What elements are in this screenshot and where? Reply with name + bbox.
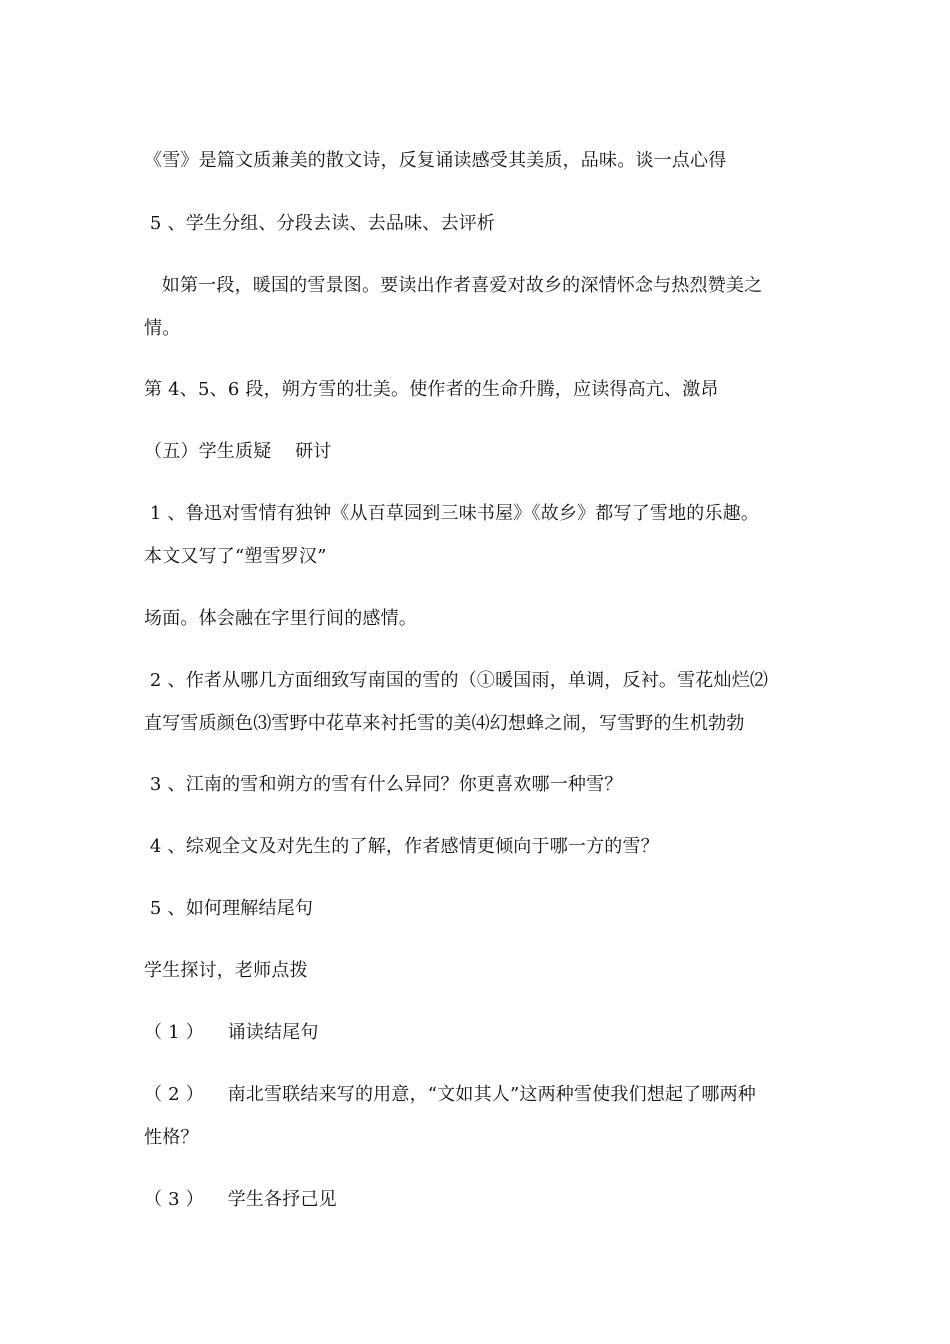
paragraph-line: 5 、学生分组、分段去读、去品味、去评析 — [144, 213, 496, 234]
paragraph-line: 学生探讨，老师点拨 — [144, 960, 308, 981]
paragraph-line: 《雪》是篇文质兼美的散文诗，反复诵读感受其美质，品味。谈一点心得 — [144, 150, 727, 171]
paragraph-line: 2 、作者从哪几方面细致写南国的雪的（①暖国雨，单调，反衬。雪花灿烂⑵ — [144, 670, 769, 691]
paragraph-line: 3 、江南的雪和朔方的雪有什么异同？你更喜欢哪一种雪？ — [144, 774, 623, 795]
paragraph-line: 4 、综观全文及对先生的了解，作者感情更倾向于哪一方的雪？ — [144, 836, 659, 857]
paragraph-line: 1 、鲁迅对雪情有独钟《从百草园到三味书屋》《故乡》都写了雪地的乐趣。 — [144, 503, 760, 524]
paragraph-line: 第 4、5、6 段，朔方雪的壮美。使作者的生命升腾，应读得高亢、激昂 — [144, 379, 719, 400]
paragraph-line: 如第一段，暖国的雪景图。要读出作者喜爱对故乡的深情怀念与热烈赞美之 — [144, 275, 763, 296]
section-heading: （五）学生质疑 研讨 — [144, 441, 332, 462]
paragraph-line: 性格？ — [144, 1127, 199, 1148]
paragraph-line: （ 2 ） 南北雪联结来写的用意，“文如其人”这两种雪使我们想起了哪两种 — [144, 1084, 756, 1105]
paragraph-line: 场面。体会融在字里行间的感情。 — [144, 608, 417, 629]
paragraph-line: 直写雪质颜色⑶雪野中花草来衬托雪的美⑷幻想蜂之闹，写雪野的生机勃勃 — [144, 713, 745, 734]
paragraph-line: （ 1 ） 诵读结尾句 — [144, 1022, 319, 1043]
paragraph-line: 情。 — [144, 318, 181, 339]
paragraph-line: （ 3 ） 学生各抒己见 — [144, 1189, 337, 1210]
paragraph-line: 本文又写了“塑雪罗汉” — [144, 546, 327, 567]
paragraph-line: 5 、如何理解结尾句 — [144, 898, 314, 919]
